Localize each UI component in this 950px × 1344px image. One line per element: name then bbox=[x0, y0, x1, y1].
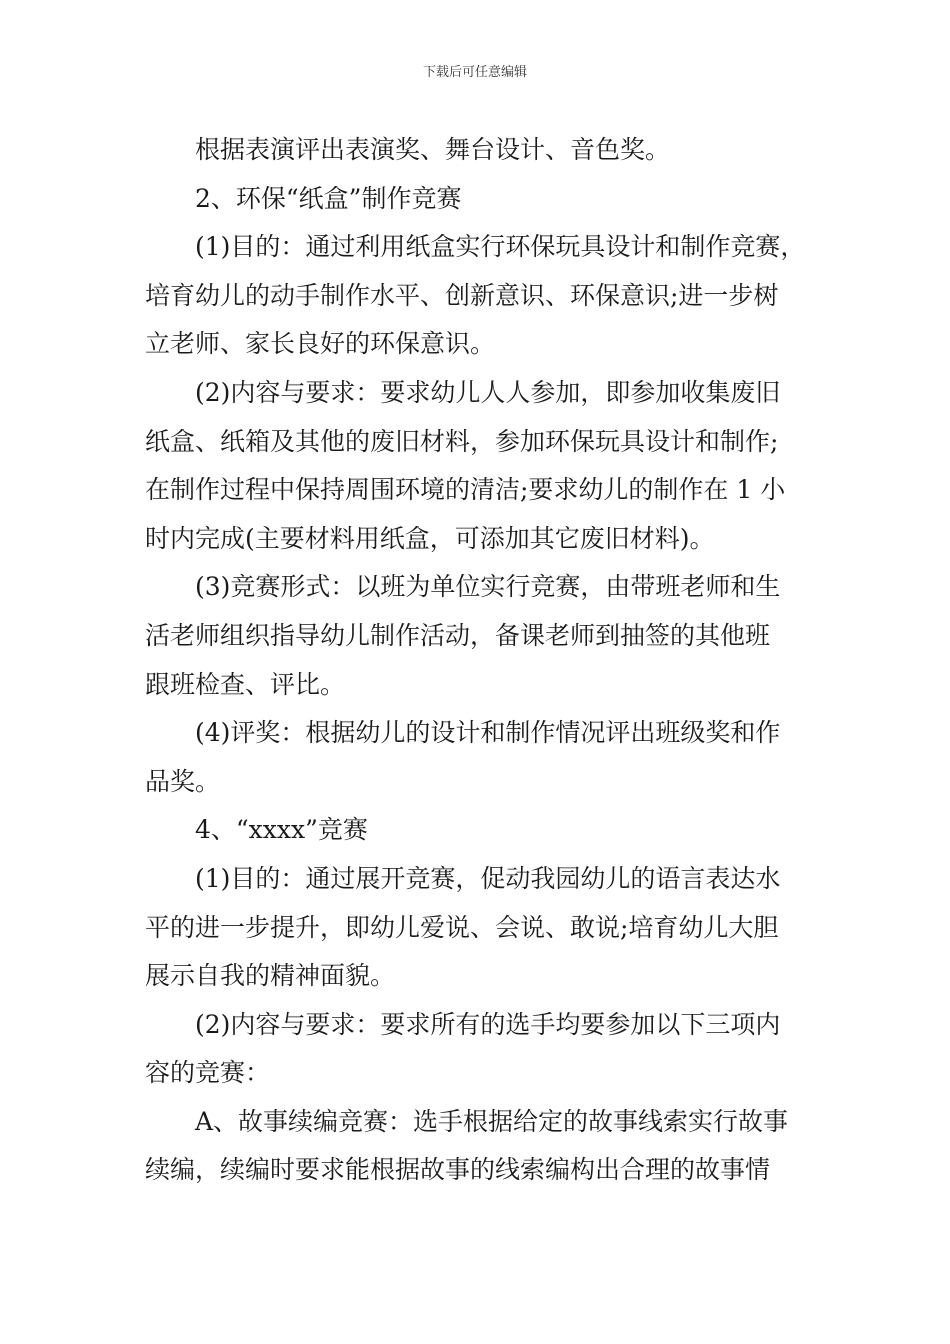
section-heading: 4、“xxxx”竞赛 bbox=[195, 815, 368, 845]
text-line: 平的进一步提升，即幼儿爱说、会说、敢说;培育幼儿大胆 bbox=[145, 912, 779, 942]
text-line: (1)目的：通过利用纸盒实行环保玩具设计和制作竞赛， bbox=[195, 232, 806, 262]
text-line: 容的竞赛： bbox=[145, 1058, 271, 1088]
text-line: (1)目的：通过展开竞赛，促动我园幼儿的语言表达水 bbox=[195, 863, 781, 893]
page-header-note: 下载后可任意编辑 bbox=[422, 65, 527, 80]
text-line: 展示自我的精神面貌。 bbox=[145, 961, 396, 991]
text-line: 立老师、家长良好的环保意识。 bbox=[145, 329, 496, 359]
text-line: (3)竞赛形式：以班为单位实行竞赛，由带班老师和生 bbox=[195, 572, 781, 602]
text-line: 时内完成(主要材料用纸盒，可添加其它废旧材料)。 bbox=[145, 523, 715, 553]
text-line: 品奖。 bbox=[145, 766, 221, 796]
section-heading: 2、环保“纸盒”制作竞赛 bbox=[195, 183, 462, 213]
text-line: (2)内容与要求：要求所有的选手均要参加以下三项内 bbox=[195, 1009, 781, 1039]
text-line: 纸盒、纸箱及其他的废旧材料，参加环保玩具设计和制作; bbox=[145, 426, 779, 456]
text-line: A、故事续编竞赛：选手根据给定的故事线索实行故事 bbox=[195, 1106, 789, 1136]
text-line: 跟班检查、评比。 bbox=[145, 669, 346, 699]
text-line: (2)内容与要求：要求幼儿人人参加，即参加收集废旧 bbox=[195, 377, 781, 407]
document-body bbox=[145, 126, 810, 1195]
text-line: 在制作过程中保持周围环境的清洁;要求幼儿的制作在 1 小 bbox=[145, 475, 786, 505]
text-line: 根据表演评出表演奖、舞台设计、音色奖。 bbox=[195, 135, 671, 164]
text-line: 培育幼儿的动手制作水平、创新意识、环保意识;进一步树 bbox=[145, 280, 779, 310]
text-line: 续编，续编时要求能根据故事的线索编构出合理的故事情 bbox=[145, 1155, 771, 1185]
text-line: (4)评奖：根据幼儿的设计和制作情况评出班级奖和作 bbox=[195, 718, 781, 748]
text-line: 活老师组织指导幼儿制作活动，备课老师到抽签的其他班 bbox=[145, 620, 771, 650]
